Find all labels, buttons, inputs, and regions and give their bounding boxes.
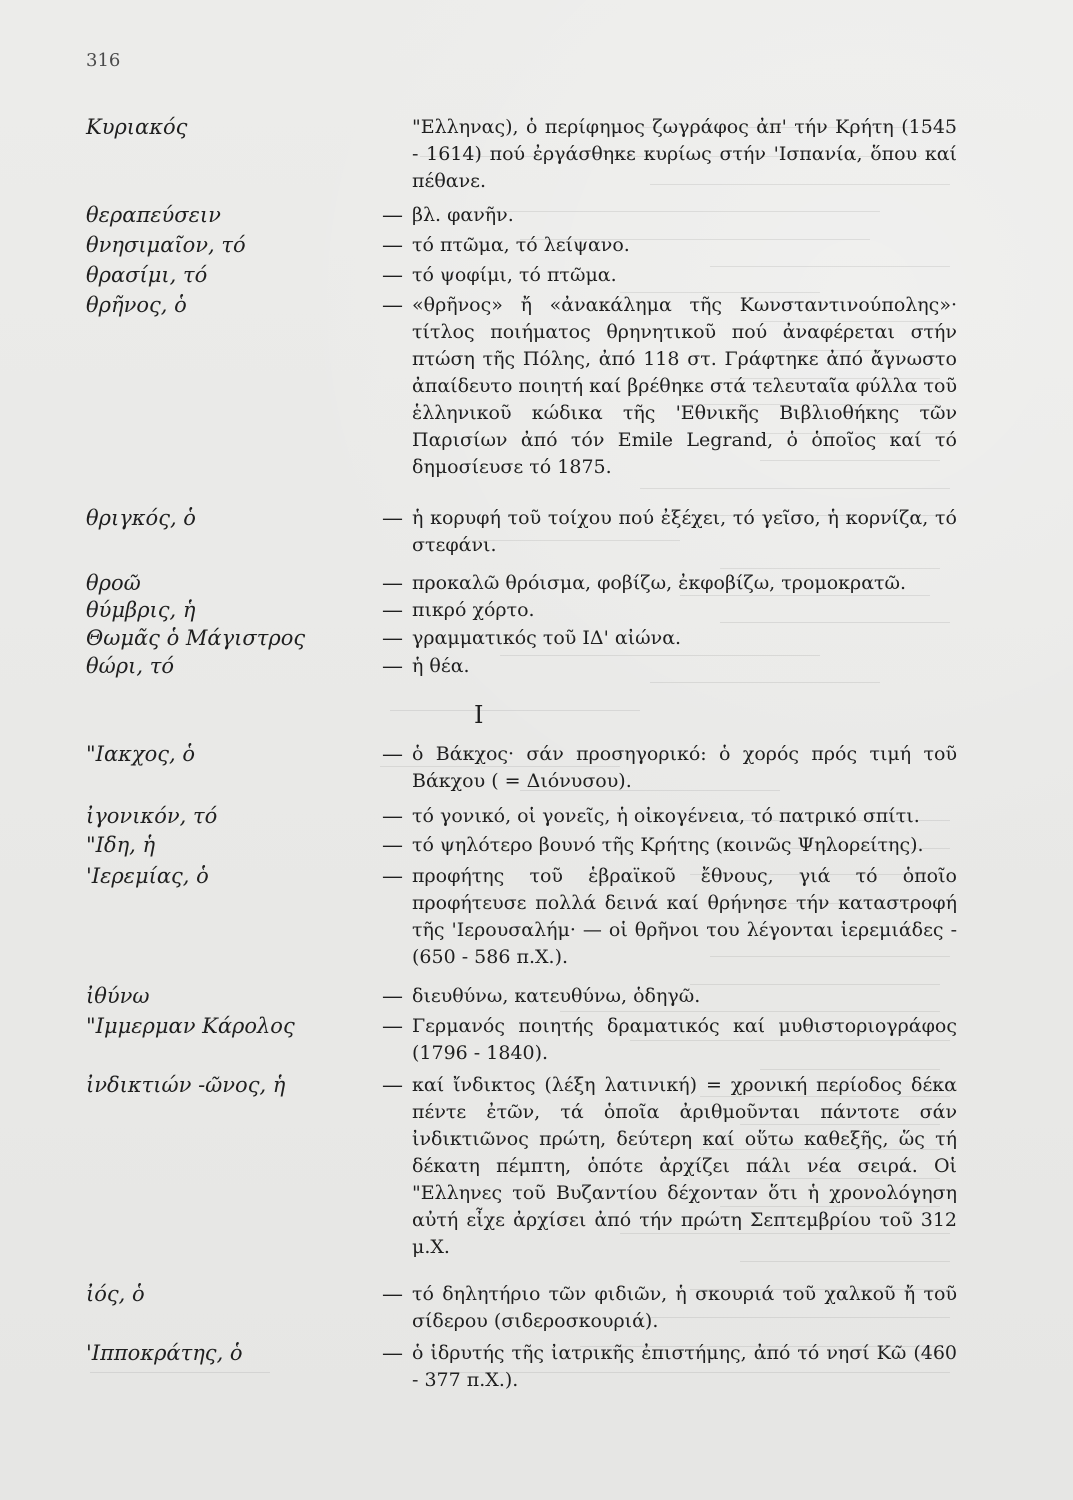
entry-lemma: θρῆνος, ὁ [86,293,187,317]
entry-definition: «θρῆνος» ἤ «ἀνακάλημα τῆς Κωνσταντινούπολης»· τίτλος ποιήματος θρηνητικοῦ πού ἀναφέρεται στήν πτώση τῆς Πόλης, ἀπό 118 στ. Γράφτηκε ἀπό ἄγνωστο ἀπαίδευτο ποιητή καί βρέθηκε στά τελευταῖα φύλλα τοῦ ἑλληνικοῦ κώδικα τῆς 'Εθνικῆς Βιβλιοθήκης τῶν Παρισίων ἀπό τόν Emile Legrand, ὁ ὁποῖος καί τό δημοσίευσε τό 1875. [412,294,957,478]
entry-dash: — [382,1341,403,1365]
entry-lemma: Θωμᾶς ὁ Μάγιστρος [86,626,306,650]
entry-dash: — [382,833,403,857]
entry-dash: — [382,293,403,317]
entry-dash: — [382,742,403,766]
entry-dash: — [382,984,403,1008]
entry-definition: τό ψηλότερο βουνό τῆς Κρήτης (κοινῶς Ψηλορείτης). [412,834,924,856]
entry-definition: τό πτῶμα, τό λείψανο. [412,234,630,256]
entry-lemma: Κυριακός [86,115,188,139]
entry-lemma: 'Ιπποκράτης, ὁ [86,1341,243,1365]
entry-definition: ὁ Βάκχος· σάν προσηγορικό: ὁ χορός πρός τιμή τοῦ Βάκχου ( = Διόνυσου). [412,743,957,792]
entry-dash: — [382,263,403,287]
entry-definition: τό δηλητήριο τῶν φιδιῶν, ἡ σκουριά τοῦ χαλκοῦ ἤ τοῦ σίδερου (σιδεροσκουριά). [412,1283,957,1332]
entry-lemma: ἰός, ὁ [86,1282,145,1306]
entry-definition: βλ. φανῆν. [412,204,514,226]
entry-dash: — [382,1014,403,1038]
entry-definition: προφήτης τοῦ ἑβραϊκοῦ ἔθνους, γιά τό ὁποῖο προφήτευσε πολλά δεινά καί θρήνησε τήν καταστροφή τῆς 'Ιερουσαλήμ· — οἱ θρῆνοι του λέγονται ἱερεμιάδες - (650 - 586 π.Χ.). [412,865,957,968]
entry-dash: — [382,506,403,530]
entry-dash: — [382,654,403,678]
entry-definition: διευθύνω, κατευθύνω, ὁδηγῶ. [412,985,701,1007]
entry-lemma: ἰγονικόν, τό [86,804,218,828]
page-number: 316 [86,50,121,71]
entry-dash: — [382,1282,403,1306]
entry-lemma: "Ιμμερμαν Κάρολος [86,1014,295,1038]
entry-definition: ἡ θέα. [412,655,470,677]
entry-definition: ὁ ἱδρυτής τῆς ἰατρικῆς ἐπιστήμης, ἀπό τό νησί Κῶ (460 - 377 π.Χ.). [412,1342,957,1391]
entry-definition: τό γονικό, οἱ γονεῖς, ἡ οἰκογένεια, τό πατρικό σπίτι. [412,805,920,827]
entry-lemma: θώρι, τό [86,654,174,678]
entry-lemma: 'Ιερεμίας, ὁ [86,864,209,888]
entry-dash: — [382,1073,403,1097]
entry-definition: Γερμανός ποιητής δραματικός καί μυθιστοριογράφος (1796 - 1840). [412,1015,957,1064]
entry-lemma: "Ιακχος, ὁ [86,742,196,766]
entry-definition: πικρό χόρτο. [412,599,535,621]
entry-dash: — [382,598,403,622]
entry-lemma: θροῶ [86,571,141,595]
entry-dash: — [382,864,403,888]
entry-dash: — [382,233,403,257]
entry-definition: ἡ κορυφή τοῦ τοίχου πού ἐξέχει, τό γεῖσο, ἡ κορνίζα, τό στεφάνι. [412,507,957,556]
entry-dash: — [382,203,403,227]
entry-definition: προκαλῶ θρόισμα, φοβίζω, ἐκφοβίζω, τρομοκρατῶ. [412,572,907,594]
entry-lemma: θρασίμι, τό [86,263,208,287]
entry-dash: — [382,804,403,828]
entry-lemma: θύμβρις, ἡ [86,598,196,622]
section-letter: Ι [474,701,484,729]
entry-lemma: ἰνδικτιών -ῶνος, ἡ [86,1073,286,1097]
entry-lemma: θεραπεύσειν [86,203,221,227]
entry-lemma: θριγκός, ὁ [86,506,196,530]
entry-dash: — [382,571,403,595]
entry-definition: καί ἴνδικτος (λέξη λατινική) = χρονική περίοδος δέκα πέντε ἐτῶν, τά ὁποῖα ἀριθμοῦνται πάντοτε σάν ἰνδικτιῶνος πρώτη, δεύτερη καί οὕτω καθεξῆς, ὥς τή δέκατη πέμπτη, ὁπότε ἀρχίζει πάλι νέα σειρά. Οἱ "Ελληνες τοῦ Βυζαντίου δέχονταν ὅτι ἡ χρονολόγηση αὐτή εἶχε ἀρχίσει ἀπό τήν πρώτη Σεπτεμβρίου τοῦ 312 μ.Χ. [412,1074,957,1258]
entry-lemma: θνησιμαῖον, τό [86,233,246,257]
entry-definition: γραμματικός τοῦ ΙΔ' αἰώνα. [412,627,682,649]
entry-dash: — [382,626,403,650]
entry-lemma: ἰθύνω [86,984,150,1008]
entry-lemma: "Ιδη, ἡ [86,833,156,857]
entry-definition: "Ελληνας), ὁ περίφημος ζωγράφος ἀπ' τήν Κρήτη (1545 - 1614) πού ἐργάσθηκε κυρίως στήν 'Ισπανία, ὅπου καί πέθανε. [412,116,957,192]
entry-definition: τό ψοφίμι, τό πτῶμα. [412,264,617,286]
